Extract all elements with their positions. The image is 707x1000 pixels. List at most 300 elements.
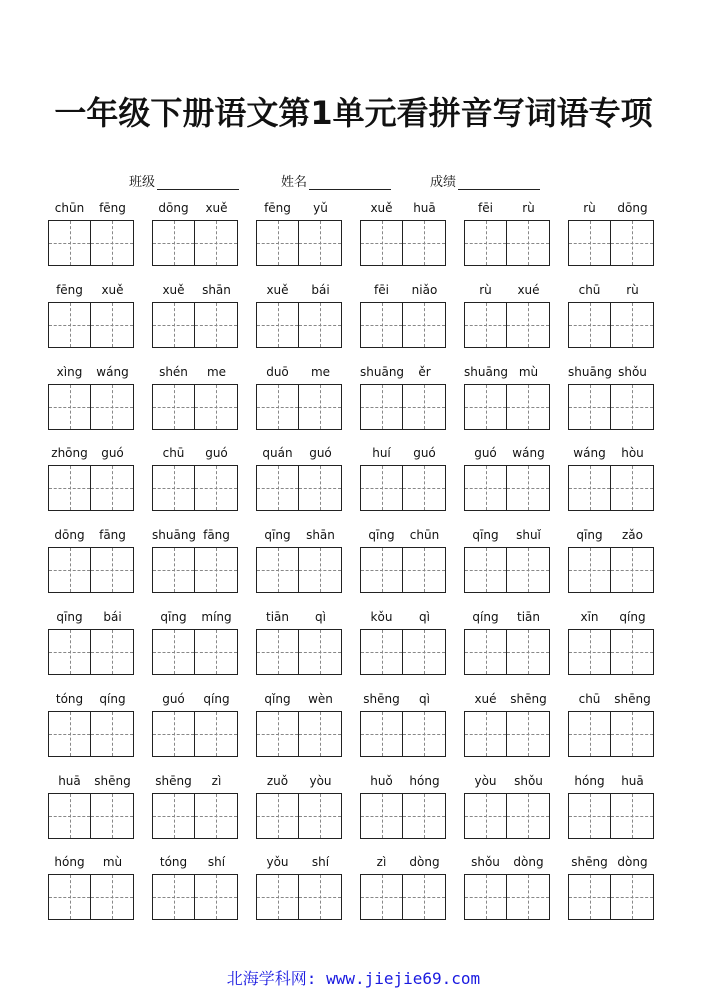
word-item bbox=[48, 201, 134, 247]
tianzige-box[interactable] bbox=[360, 220, 403, 266]
pinyin-syllable: xìng bbox=[56, 365, 83, 379]
pinyin-label bbox=[464, 446, 550, 462]
tianzige-box[interactable] bbox=[91, 465, 134, 511]
tianzige-box[interactable] bbox=[611, 465, 654, 511]
tianzige-box[interactable] bbox=[91, 629, 134, 675]
word-item bbox=[464, 201, 550, 247]
word-item bbox=[48, 610, 134, 656]
tianzige-box[interactable] bbox=[256, 711, 299, 757]
tianzige-box[interactable] bbox=[48, 547, 91, 593]
pinyin-syllable: xué bbox=[517, 283, 540, 297]
tianzige-box[interactable] bbox=[403, 629, 446, 675]
writing-boxes bbox=[256, 629, 342, 675]
writing-boxes bbox=[152, 220, 238, 266]
pinyin-label bbox=[568, 201, 654, 217]
pinyin-syllable: mù bbox=[102, 855, 123, 869]
tianzige-box[interactable] bbox=[403, 793, 446, 839]
writing-boxes bbox=[48, 220, 134, 266]
tianzige-box[interactable] bbox=[195, 302, 238, 348]
tianzige-box[interactable] bbox=[611, 384, 654, 430]
pinyin-syllable: huā bbox=[413, 201, 436, 215]
pinyin-syllable: qíng bbox=[619, 610, 646, 624]
tianzige-box[interactable] bbox=[464, 629, 507, 675]
tianzige-box[interactable] bbox=[195, 711, 238, 757]
word-item bbox=[464, 610, 550, 656]
pinyin-label bbox=[48, 446, 134, 462]
tianzige-box[interactable] bbox=[48, 629, 91, 675]
word-item bbox=[256, 446, 342, 492]
writing-boxes bbox=[568, 384, 654, 430]
tianzige-box[interactable] bbox=[91, 793, 134, 839]
tianzige-box[interactable] bbox=[299, 547, 342, 593]
writing-boxes bbox=[360, 384, 446, 430]
pinyin-syllable: shān bbox=[306, 528, 335, 542]
pinyin-syllable: mù bbox=[518, 365, 539, 379]
pinyin-syllable: shēng bbox=[614, 692, 651, 706]
tianzige-box[interactable] bbox=[48, 465, 91, 511]
word-item bbox=[360, 365, 446, 411]
pinyin-syllable: shén bbox=[159, 365, 188, 379]
writing-boxes bbox=[152, 874, 238, 920]
pinyin-label bbox=[256, 365, 342, 381]
tianzige-box[interactable] bbox=[568, 220, 611, 266]
tianzige-box[interactable] bbox=[611, 711, 654, 757]
pinyin-syllable: hóng bbox=[574, 774, 605, 788]
writing-boxes bbox=[464, 384, 550, 430]
pinyin-syllable: shān bbox=[202, 283, 231, 297]
tianzige-box[interactable] bbox=[91, 302, 134, 348]
writing-boxes bbox=[464, 793, 550, 839]
tianzige-box[interactable] bbox=[568, 629, 611, 675]
tianzige-box[interactable] bbox=[507, 793, 550, 839]
word-item bbox=[256, 692, 342, 738]
pinyin-syllable: xuě bbox=[101, 283, 124, 297]
word-item bbox=[48, 446, 134, 492]
tianzige-box[interactable] bbox=[403, 384, 446, 430]
tianzige-box[interactable] bbox=[464, 547, 507, 593]
pinyin-syllable: chūn bbox=[54, 201, 85, 215]
writing-boxes bbox=[568, 547, 654, 593]
pinyin-label bbox=[48, 201, 134, 217]
pinyin-label bbox=[256, 774, 342, 790]
tianzige-box[interactable] bbox=[611, 793, 654, 839]
pinyin-syllable: xuě bbox=[162, 283, 185, 297]
pinyin-syllable: zuǒ bbox=[266, 774, 289, 788]
word-item bbox=[568, 283, 654, 329]
tianzige-box[interactable] bbox=[256, 874, 299, 920]
tianzige-box[interactable] bbox=[507, 547, 550, 593]
word-item bbox=[464, 365, 550, 411]
tianzige-box[interactable] bbox=[568, 302, 611, 348]
pinyin-syllable: rù bbox=[626, 283, 639, 297]
pinyin-syllable: quán bbox=[262, 446, 293, 460]
tianzige-box[interactable] bbox=[48, 793, 91, 839]
pinyin-syllable: fēi bbox=[478, 201, 493, 215]
tianzige-box[interactable] bbox=[152, 711, 195, 757]
word-item bbox=[568, 610, 654, 656]
tianzige-box[interactable] bbox=[91, 711, 134, 757]
pinyin-label bbox=[568, 855, 654, 871]
tianzige-box[interactable] bbox=[568, 465, 611, 511]
word-item bbox=[568, 528, 654, 574]
pinyin-syllable: qǐng bbox=[264, 692, 291, 706]
tianzige-box[interactable] bbox=[48, 711, 91, 757]
word-item bbox=[48, 283, 134, 329]
pinyin-syllable: xuě bbox=[205, 201, 228, 215]
pinyin-label bbox=[256, 528, 342, 544]
pinyin-label bbox=[360, 201, 446, 217]
pinyin-syllable: shuāng bbox=[568, 365, 613, 379]
tianzige-box[interactable] bbox=[403, 874, 446, 920]
writing-boxes bbox=[256, 711, 342, 757]
pinyin-syllable: guó bbox=[413, 446, 436, 460]
tianzige-box[interactable] bbox=[48, 384, 91, 430]
tianzige-box[interactable] bbox=[152, 220, 195, 266]
pinyin-label bbox=[48, 855, 134, 871]
word-item bbox=[360, 692, 446, 738]
pinyin-label bbox=[360, 528, 446, 544]
pinyin-syllable: guó bbox=[162, 692, 185, 706]
writing-boxes bbox=[360, 711, 446, 757]
pinyin-syllable: chū bbox=[578, 692, 601, 706]
tianzige-box[interactable] bbox=[299, 302, 342, 348]
tianzige-box[interactable] bbox=[360, 711, 403, 757]
writing-boxes bbox=[152, 547, 238, 593]
tianzige-box[interactable] bbox=[48, 302, 91, 348]
pinyin-label bbox=[464, 528, 550, 544]
word-item bbox=[464, 774, 550, 820]
word-item bbox=[256, 855, 342, 901]
pinyin-label bbox=[256, 610, 342, 626]
writing-boxes bbox=[48, 384, 134, 430]
pinyin-syllable: hóng bbox=[54, 855, 85, 869]
writing-boxes bbox=[256, 793, 342, 839]
writing-boxes bbox=[568, 302, 654, 348]
pinyin-syllable: wèn bbox=[308, 692, 333, 706]
tianzige-box[interactable] bbox=[152, 793, 195, 839]
tianzige-box[interactable] bbox=[464, 711, 507, 757]
pinyin-syllable: duō bbox=[266, 365, 289, 379]
pinyin-syllable: shēng bbox=[571, 855, 608, 869]
pinyin-label bbox=[360, 365, 446, 381]
word-item bbox=[360, 610, 446, 656]
tianzige-box[interactable] bbox=[299, 220, 342, 266]
page-title: 一年级下册语文第1单元看拼音写词语专项 bbox=[54, 94, 653, 132]
tianzige-box[interactable] bbox=[568, 384, 611, 430]
pinyin-label bbox=[464, 692, 550, 708]
writing-boxes bbox=[256, 547, 342, 593]
pinyin-syllable: kǒu bbox=[370, 610, 393, 624]
pinyin-label bbox=[48, 774, 134, 790]
pinyin-syllable: shēng bbox=[94, 774, 131, 788]
pinyin-syllable: shuāng bbox=[464, 365, 509, 379]
writing-boxes bbox=[256, 874, 342, 920]
tianzige-box[interactable] bbox=[48, 874, 91, 920]
word-item bbox=[152, 528, 238, 574]
tianzige-box[interactable] bbox=[195, 874, 238, 920]
word-item bbox=[256, 610, 342, 656]
pinyin-syllable: bái bbox=[311, 283, 330, 297]
tianzige-box[interactable] bbox=[195, 384, 238, 430]
tianzige-box[interactable] bbox=[256, 629, 299, 675]
writing-boxes bbox=[152, 465, 238, 511]
tianzige-box[interactable] bbox=[403, 302, 446, 348]
tianzige-box[interactable] bbox=[507, 629, 550, 675]
word-item bbox=[256, 365, 342, 411]
pinyin-syllable: niǎo bbox=[411, 283, 438, 297]
pinyin-syllable: fēng bbox=[99, 201, 126, 215]
tianzige-box[interactable] bbox=[256, 547, 299, 593]
pinyin-syllable: míng bbox=[201, 610, 232, 624]
tianzige-box[interactable] bbox=[152, 465, 195, 511]
word-item bbox=[464, 446, 550, 492]
pinyin-syllable: hòu bbox=[621, 446, 644, 460]
writing-boxes bbox=[48, 302, 134, 348]
pinyin-syllable: shēng bbox=[363, 692, 400, 706]
pinyin-syllable: fēi bbox=[374, 283, 389, 297]
pinyin-syllable: huā bbox=[621, 774, 644, 788]
pinyin-syllable: zhōng bbox=[51, 446, 88, 460]
tianzige-box[interactable] bbox=[360, 465, 403, 511]
pinyin-label bbox=[360, 283, 446, 299]
writing-boxes bbox=[152, 384, 238, 430]
word-item bbox=[464, 528, 550, 574]
pinyin-syllable: guó bbox=[309, 446, 332, 460]
pinyin-label bbox=[48, 365, 134, 381]
tianzige-box[interactable] bbox=[507, 465, 550, 511]
pinyin-syllable: qíng bbox=[203, 692, 230, 706]
tianzige-box[interactable] bbox=[568, 793, 611, 839]
tianzige-box[interactable] bbox=[611, 547, 654, 593]
word-item bbox=[568, 446, 654, 492]
tianzige-box[interactable] bbox=[256, 793, 299, 839]
tianzige-box[interactable] bbox=[195, 220, 238, 266]
pinyin-syllable: yǒu bbox=[266, 855, 289, 869]
tianzige-box[interactable] bbox=[360, 629, 403, 675]
pinyin-syllable: qíng bbox=[472, 610, 499, 624]
tianzige-box[interactable] bbox=[195, 465, 238, 511]
tianzige-box[interactable] bbox=[507, 302, 550, 348]
pinyin-label bbox=[152, 528, 238, 544]
writing-boxes bbox=[152, 629, 238, 675]
word-item bbox=[48, 692, 134, 738]
tianzige-box[interactable] bbox=[568, 547, 611, 593]
tianzige-box[interactable] bbox=[48, 220, 91, 266]
tianzige-box[interactable] bbox=[360, 384, 403, 430]
pinyin-syllable: fāng bbox=[203, 528, 230, 542]
tianzige-box[interactable] bbox=[152, 874, 195, 920]
writing-boxes bbox=[464, 711, 550, 757]
word-item bbox=[152, 774, 238, 820]
class-label: 班级 bbox=[129, 175, 156, 190]
tianzige-box[interactable] bbox=[195, 629, 238, 675]
pinyin-syllable: wáng bbox=[573, 446, 606, 460]
tianzige-box[interactable] bbox=[360, 793, 403, 839]
pinyin-syllable: qīng bbox=[472, 528, 499, 542]
tianzige-box[interactable] bbox=[195, 547, 238, 593]
tianzige-box[interactable] bbox=[611, 629, 654, 675]
pinyin-label bbox=[256, 201, 342, 217]
pinyin-syllable: me bbox=[206, 365, 227, 379]
word-item bbox=[360, 528, 446, 574]
tianzige-box[interactable] bbox=[507, 220, 550, 266]
tianzige-box[interactable] bbox=[507, 874, 550, 920]
writing-boxes bbox=[464, 220, 550, 266]
pinyin-syllable: qíng bbox=[99, 692, 126, 706]
pinyin-syllable: qīng bbox=[56, 610, 83, 624]
pinyin-label bbox=[360, 692, 446, 708]
writing-boxes bbox=[48, 465, 134, 511]
pinyin-label bbox=[152, 446, 238, 462]
tianzige-box[interactable] bbox=[299, 465, 342, 511]
writing-boxes bbox=[464, 547, 550, 593]
pinyin-syllable: huí bbox=[372, 446, 391, 460]
writing-boxes bbox=[360, 547, 446, 593]
pinyin-syllable: shǒu bbox=[471, 855, 500, 869]
word-item bbox=[152, 283, 238, 329]
tianzige-box[interactable] bbox=[256, 465, 299, 511]
tianzige-box[interactable] bbox=[464, 874, 507, 920]
tianzige-box[interactable] bbox=[611, 302, 654, 348]
tianzige-box[interactable] bbox=[360, 547, 403, 593]
pinyin-syllable: tóng bbox=[159, 855, 188, 869]
tianzige-box[interactable] bbox=[299, 874, 342, 920]
pinyin-syllable: xué bbox=[474, 692, 497, 706]
pinyin-syllable: shēng bbox=[155, 774, 192, 788]
pinyin-label bbox=[464, 283, 550, 299]
tianzige-box[interactable] bbox=[464, 384, 507, 430]
writing-boxes bbox=[464, 465, 550, 511]
writing-boxes bbox=[360, 302, 446, 348]
writing-boxes bbox=[152, 711, 238, 757]
pinyin-label bbox=[464, 774, 550, 790]
tianzige-box[interactable] bbox=[91, 547, 134, 593]
tianzige-box[interactable] bbox=[299, 793, 342, 839]
tianzige-box[interactable] bbox=[195, 793, 238, 839]
tianzige-box[interactable] bbox=[611, 874, 654, 920]
tianzige-box[interactable] bbox=[299, 629, 342, 675]
word-item bbox=[464, 283, 550, 329]
tianzige-box[interactable] bbox=[256, 384, 299, 430]
writing-boxes bbox=[48, 629, 134, 675]
pinyin-label bbox=[360, 855, 446, 871]
pinyin-syllable: yòu bbox=[309, 774, 332, 788]
pinyin-syllable: dòng bbox=[513, 855, 544, 869]
pinyin-syllable: ěr bbox=[418, 365, 431, 379]
word-item bbox=[152, 855, 238, 901]
writing-boxes bbox=[256, 220, 342, 266]
pinyin-syllable: shuāng bbox=[360, 365, 405, 379]
pinyin-syllable: tóng bbox=[55, 692, 84, 706]
pinyin-label bbox=[152, 610, 238, 626]
writing-boxes bbox=[568, 711, 654, 757]
pinyin-label bbox=[360, 610, 446, 626]
name-label: 姓名 bbox=[281, 175, 308, 190]
word-item bbox=[568, 774, 654, 820]
tianzige-box[interactable] bbox=[403, 547, 446, 593]
tianzige-box[interactable] bbox=[464, 302, 507, 348]
tianzige-box[interactable] bbox=[256, 302, 299, 348]
pinyin-label bbox=[152, 201, 238, 217]
pinyin-syllable: rù bbox=[479, 283, 492, 297]
tianzige-box[interactable] bbox=[91, 874, 134, 920]
tianzige-box[interactable] bbox=[403, 711, 446, 757]
tianzige-box[interactable] bbox=[464, 793, 507, 839]
pinyin-syllable: qì bbox=[419, 610, 430, 624]
word-item bbox=[360, 774, 446, 820]
pinyin-syllable: zǎo bbox=[622, 528, 643, 542]
writing-boxes bbox=[568, 220, 654, 266]
tianzige-box[interactable] bbox=[152, 629, 195, 675]
pinyin-label bbox=[152, 365, 238, 381]
tianzige-box[interactable] bbox=[152, 302, 195, 348]
tianzige-box[interactable] bbox=[507, 384, 550, 430]
pinyin-label bbox=[568, 283, 654, 299]
word-item bbox=[360, 855, 446, 901]
tianzige-box[interactable] bbox=[464, 220, 507, 266]
tianzige-box[interactable] bbox=[152, 384, 195, 430]
pinyin-syllable: bái bbox=[103, 610, 122, 624]
writing-boxes bbox=[152, 302, 238, 348]
pinyin-label bbox=[152, 692, 238, 708]
tianzige-box[interactable] bbox=[360, 874, 403, 920]
writing-boxes bbox=[256, 384, 342, 430]
pinyin-syllable: rù bbox=[522, 201, 535, 215]
pinyin-syllable: dōng bbox=[158, 201, 189, 215]
pinyin-syllable: tiān bbox=[517, 610, 540, 624]
word-item bbox=[152, 446, 238, 492]
pinyin-label bbox=[464, 610, 550, 626]
tianzige-box[interactable] bbox=[91, 220, 134, 266]
pinyin-label bbox=[48, 610, 134, 626]
pinyin-label bbox=[568, 610, 654, 626]
pinyin-syllable: guó bbox=[474, 446, 497, 460]
pinyin-label bbox=[256, 446, 342, 462]
tianzige-box[interactable] bbox=[91, 384, 134, 430]
pinyin-syllable: wáng bbox=[96, 365, 129, 379]
pinyin-label bbox=[568, 446, 654, 462]
pinyin-label bbox=[48, 283, 134, 299]
word-item bbox=[360, 446, 446, 492]
tianzige-box[interactable] bbox=[299, 384, 342, 430]
writing-boxes bbox=[48, 874, 134, 920]
tianzige-box[interactable] bbox=[464, 465, 507, 511]
tianzige-box[interactable] bbox=[568, 711, 611, 757]
pinyin-syllable: fēng bbox=[56, 283, 83, 297]
word-item bbox=[360, 283, 446, 329]
tianzige-box[interactable] bbox=[403, 220, 446, 266]
writing-boxes bbox=[568, 629, 654, 675]
pinyin-syllable: zì bbox=[376, 855, 387, 869]
pinyin-syllable: shuǐ bbox=[516, 528, 541, 542]
word-item bbox=[48, 774, 134, 820]
tianzige-box[interactable] bbox=[568, 874, 611, 920]
tianzige-box[interactable] bbox=[256, 220, 299, 266]
writing-boxes bbox=[464, 302, 550, 348]
tianzige-box[interactable] bbox=[152, 547, 195, 593]
tianzige-box[interactable] bbox=[403, 465, 446, 511]
writing-boxes bbox=[48, 711, 134, 757]
pinyin-syllable: guó bbox=[101, 446, 124, 460]
tianzige-box[interactable] bbox=[611, 220, 654, 266]
pinyin-syllable: dòng bbox=[409, 855, 440, 869]
pinyin-label bbox=[256, 855, 342, 871]
pinyin-syllable: shǒu bbox=[514, 774, 543, 788]
tianzige-box[interactable] bbox=[507, 711, 550, 757]
tianzige-box[interactable] bbox=[360, 302, 403, 348]
writing-boxes bbox=[48, 793, 134, 839]
tianzige-box[interactable] bbox=[299, 711, 342, 757]
